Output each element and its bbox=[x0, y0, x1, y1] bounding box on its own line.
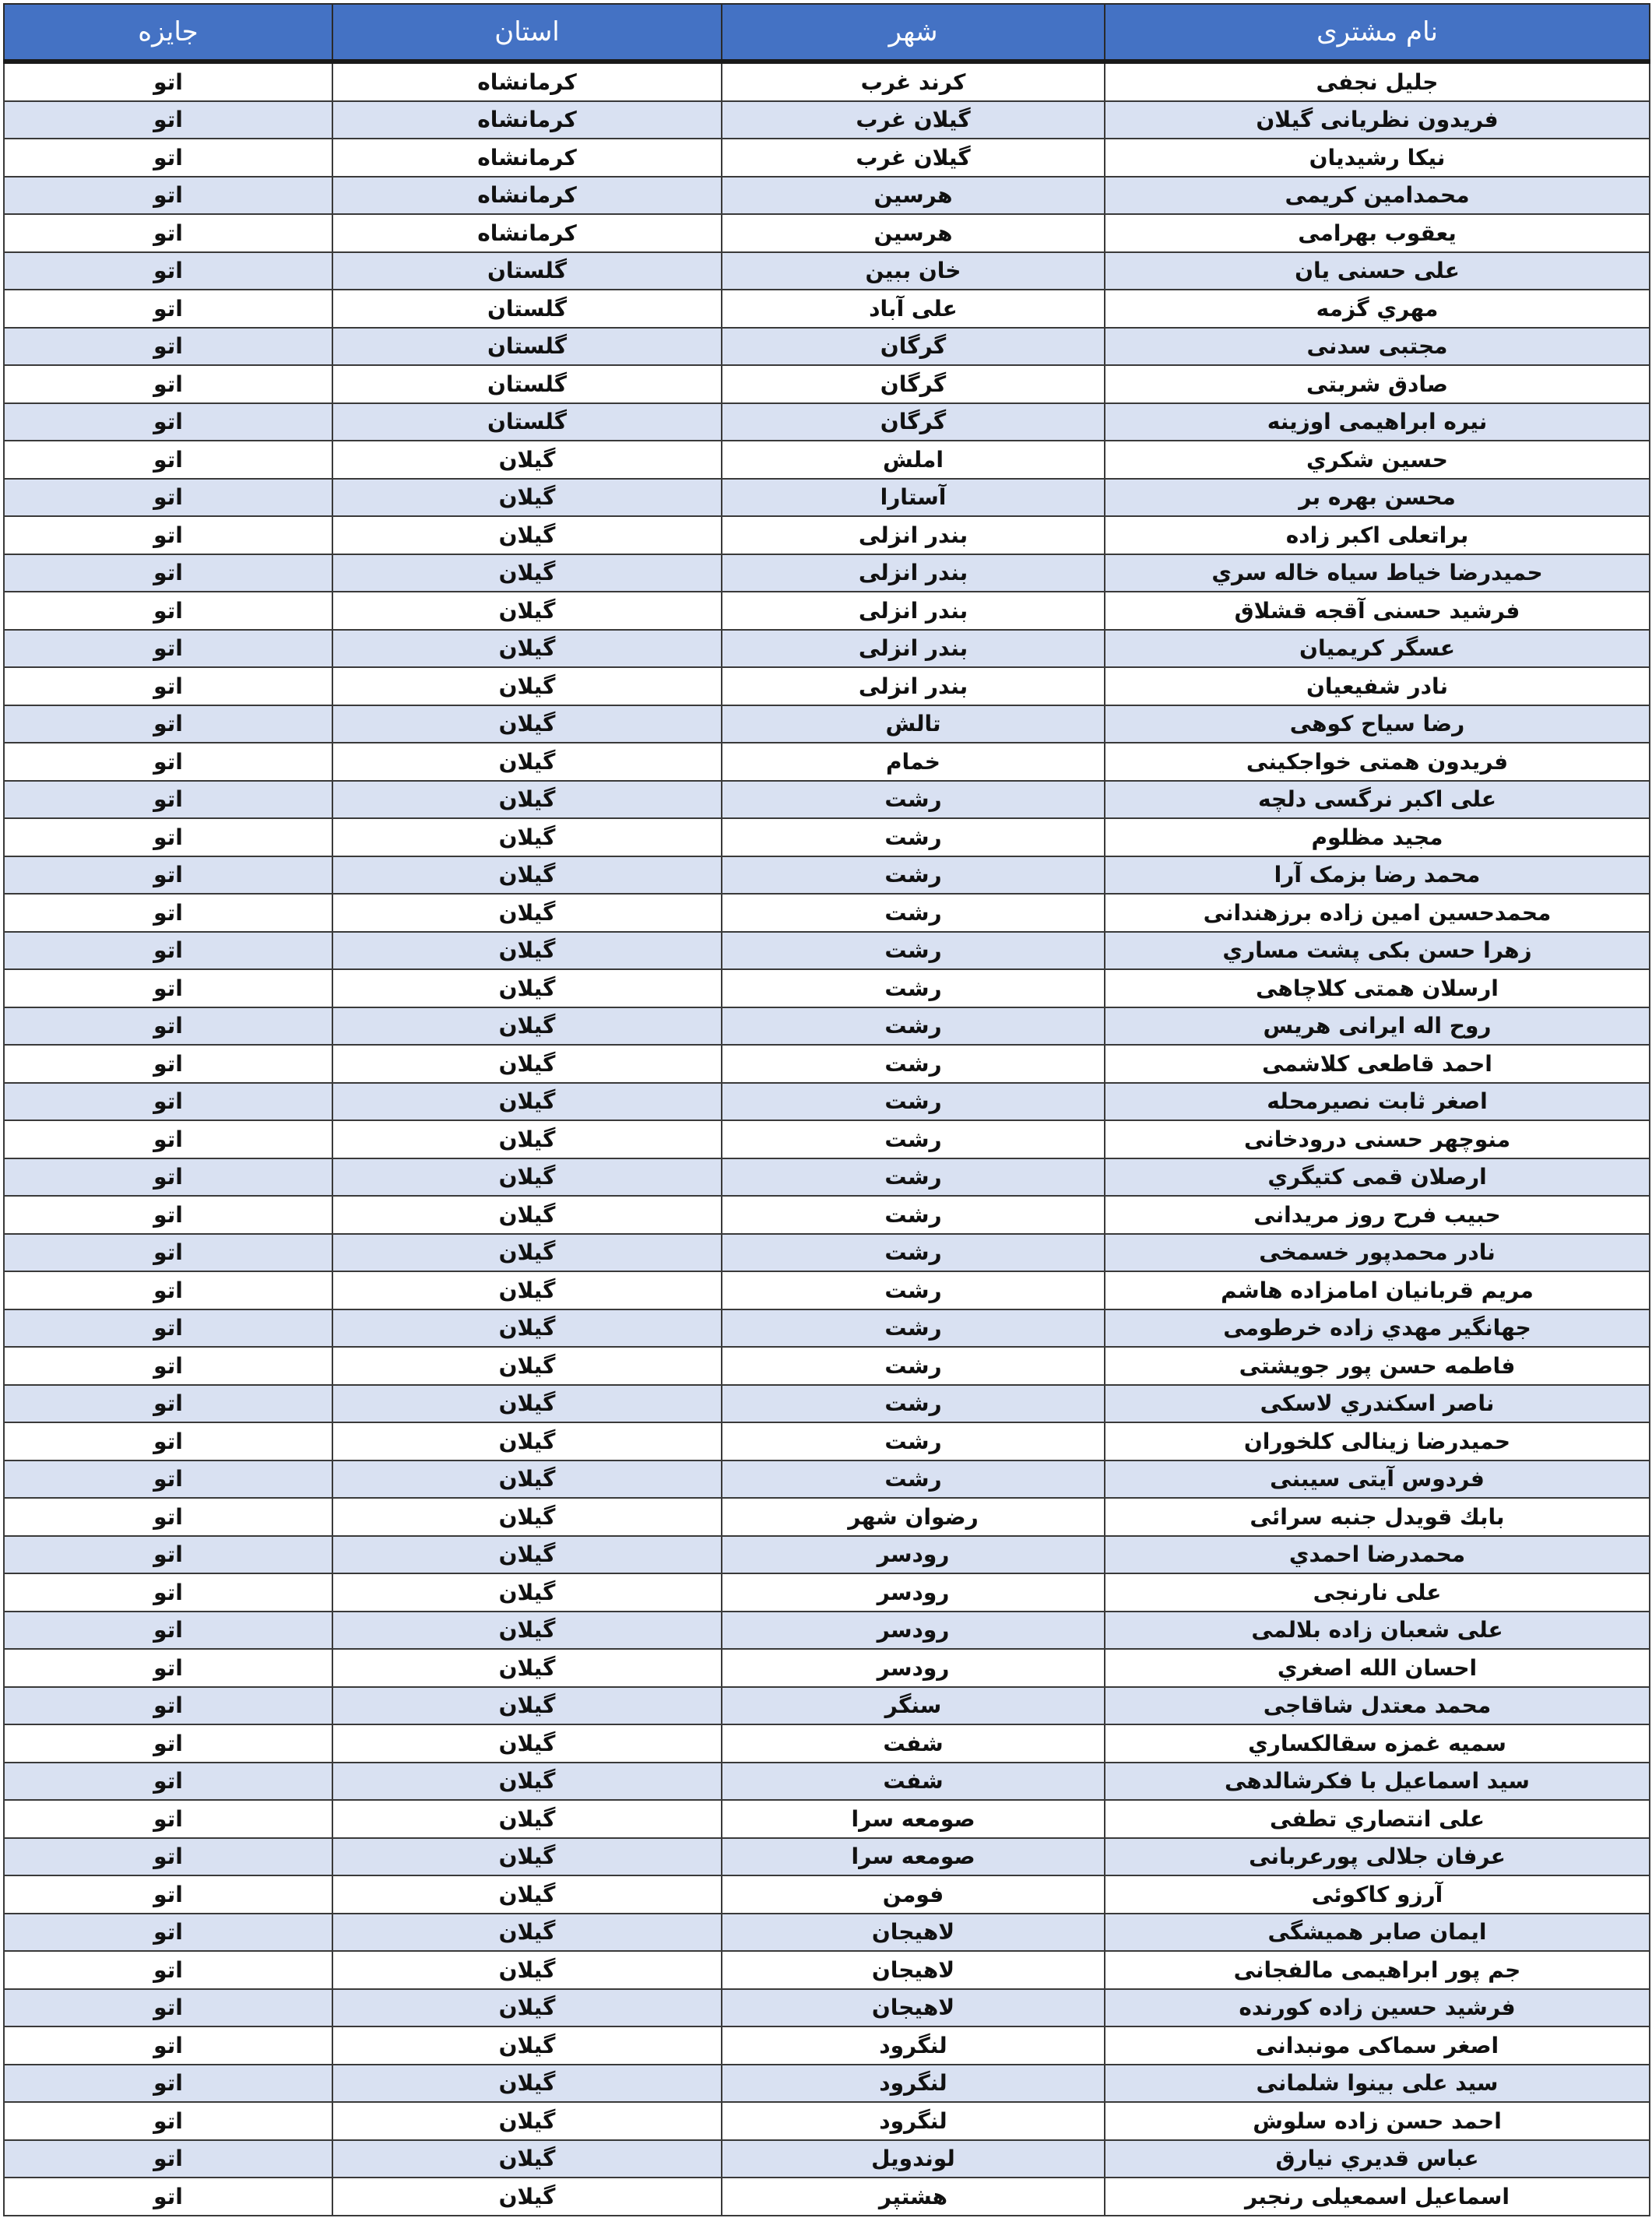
cell-prize[interactable]: اتو bbox=[4, 1800, 332, 1838]
cell-city[interactable]: هرسین bbox=[722, 177, 1105, 215]
table-row bbox=[4, 2178, 1650, 2216]
cell-customer-name[interactable]: نیره ابراهیمی اوزینه bbox=[1105, 403, 1650, 441]
cell-city[interactable]: رشت bbox=[722, 1385, 1105, 1423]
cell-customer-name[interactable]: عرفان جلالی پورعربانی bbox=[1105, 1838, 1650, 1876]
table-row bbox=[4, 479, 1650, 517]
cell-province[interactable]: گیلان bbox=[332, 2140, 722, 2178]
cell-customer-name[interactable]: سید علی بینوا شلمانی bbox=[1105, 2065, 1650, 2103]
table-row bbox=[4, 1309, 1650, 1348]
table-row bbox=[4, 2026, 1650, 2065]
cell-customer-name[interactable]: جم پور ابراهیمی مالفجانی bbox=[1105, 1951, 1650, 1989]
cell-province[interactable]: گلستان bbox=[332, 403, 722, 441]
cell-customer-name[interactable]: زهرا حسن بکی پشت مساري bbox=[1105, 932, 1650, 970]
cell-city[interactable]: علی آباد bbox=[722, 290, 1105, 328]
cell-province[interactable]: گیلان bbox=[332, 1271, 722, 1309]
cell-customer-name[interactable]: ایمان صابر همیشگی bbox=[1105, 1914, 1650, 1952]
cell-prize[interactable]: اتو bbox=[4, 1687, 332, 1725]
table-row bbox=[4, 1120, 1650, 1158]
cell-province[interactable]: گیلان bbox=[332, 1422, 722, 1461]
cell-prize[interactable]: اتو bbox=[4, 139, 332, 177]
table-row bbox=[4, 1045, 1650, 1083]
cell-city[interactable]: رشت bbox=[722, 932, 1105, 970]
cell-city[interactable]: لاهیجان bbox=[722, 1951, 1105, 1989]
header-prize[interactable]: جایزه bbox=[4, 4, 332, 62]
cell-city[interactable]: رودسر bbox=[722, 1536, 1105, 1574]
table-row bbox=[4, 1461, 1650, 1499]
cell-customer-name[interactable]: ارسلان همتی کلاچاهی bbox=[1105, 969, 1650, 1007]
cell-prize[interactable]: اتو bbox=[4, 1007, 332, 1046]
cell-customer-name[interactable]: جلیل نجفی bbox=[1105, 62, 1650, 101]
table-row bbox=[4, 214, 1650, 252]
table-row bbox=[4, 1347, 1650, 1385]
cell-province[interactable]: گیلان bbox=[332, 1234, 722, 1272]
cell-prize[interactable]: اتو bbox=[4, 2140, 332, 2178]
cell-province[interactable]: گیلان bbox=[332, 1461, 722, 1499]
cell-prize[interactable]: اتو bbox=[4, 1120, 332, 1158]
cell-prize[interactable]: اتو bbox=[4, 1838, 332, 1876]
cell-prize[interactable]: اتو bbox=[4, 516, 332, 554]
cell-province[interactable]: گیلان bbox=[332, 1007, 722, 1046]
cell-province[interactable]: گیلان bbox=[332, 932, 722, 970]
table-row bbox=[4, 1422, 1650, 1461]
cell-province[interactable]: گیلان bbox=[332, 2026, 722, 2065]
cell-prize[interactable]: اتو bbox=[4, 290, 332, 328]
cell-province[interactable]: گیلان bbox=[332, 1875, 722, 1914]
table-row bbox=[4, 1800, 1650, 1838]
cell-province[interactable]: گیلان bbox=[332, 1763, 722, 1801]
cell-province[interactable]: گلستان bbox=[332, 365, 722, 403]
table-row bbox=[4, 818, 1650, 856]
cell-prize[interactable]: اتو bbox=[4, 62, 332, 101]
cell-customer-name[interactable]: جهانگیر مهدي زاده خرطومی bbox=[1105, 1309, 1650, 1348]
cell-province[interactable]: گیلان bbox=[332, 1989, 722, 2027]
cell-province[interactable]: گیلان bbox=[332, 1347, 722, 1385]
cell-province[interactable]: گیلان bbox=[332, 1498, 722, 1536]
cell-prize[interactable]: اتو bbox=[4, 894, 332, 932]
cell-province[interactable]: کرمانشاه bbox=[332, 214, 722, 252]
cell-city[interactable]: گرگان bbox=[722, 365, 1105, 403]
cell-customer-name[interactable]: احمد حسن زاده سلوش bbox=[1105, 2102, 1650, 2140]
cell-city[interactable]: رودسر bbox=[722, 1649, 1105, 1687]
cell-customer-name[interactable]: فاطمه حسن پور جویشتی bbox=[1105, 1347, 1650, 1385]
header-province[interactable]: استان bbox=[332, 4, 722, 62]
table-row bbox=[4, 1838, 1650, 1876]
cell-city[interactable]: رشت bbox=[722, 1461, 1105, 1499]
cell-city[interactable]: بندر انزلی bbox=[722, 516, 1105, 554]
table-row bbox=[4, 1536, 1650, 1574]
table-row bbox=[4, 1573, 1650, 1612]
cell-city[interactable]: رشت bbox=[722, 818, 1105, 856]
cell-prize[interactable]: اتو bbox=[4, 441, 332, 479]
cell-prize[interactable]: اتو bbox=[4, 2102, 332, 2140]
cell-city[interactable]: خمام bbox=[722, 743, 1105, 781]
cell-customer-name[interactable]: ارصلان قمی کتیگري bbox=[1105, 1158, 1650, 1197]
cell-customer-name[interactable]: علی نارنجی bbox=[1105, 1573, 1650, 1612]
table-row bbox=[4, 2140, 1650, 2178]
cell-city[interactable]: رشت bbox=[722, 1309, 1105, 1348]
cell-province[interactable]: گلستان bbox=[332, 328, 722, 366]
table-row bbox=[4, 441, 1650, 479]
cell-prize[interactable]: اتو bbox=[4, 1083, 332, 1121]
cell-prize[interactable]: اتو bbox=[4, 479, 332, 517]
cell-prize[interactable]: اتو bbox=[4, 101, 332, 139]
cell-province[interactable]: گیلان bbox=[332, 969, 722, 1007]
cell-customer-name[interactable]: فردوس آیتی سیبنی bbox=[1105, 1461, 1650, 1499]
cell-prize[interactable]: اتو bbox=[4, 1498, 332, 1536]
cell-prize[interactable]: اتو bbox=[4, 365, 332, 403]
cell-customer-name[interactable]: احمد قاطعی کلاشمی bbox=[1105, 1045, 1650, 1083]
cell-customer-name[interactable]: مجتبی سدنی bbox=[1105, 328, 1650, 366]
cell-prize[interactable]: اتو bbox=[4, 1914, 332, 1952]
cell-province[interactable]: گیلان bbox=[332, 705, 722, 743]
cell-customer-name[interactable]: احسان الله اصغري bbox=[1105, 1649, 1650, 1687]
cell-prize[interactable]: اتو bbox=[4, 667, 332, 705]
cell-customer-name[interactable]: حمیدرضا زینالی کلخوران bbox=[1105, 1422, 1650, 1461]
table-row bbox=[4, 290, 1650, 328]
cell-prize[interactable]: اتو bbox=[4, 252, 332, 290]
cell-customer-name[interactable]: علی انتصاري تطفی bbox=[1105, 1800, 1650, 1838]
cell-prize[interactable]: اتو bbox=[4, 1989, 332, 2027]
cell-province[interactable]: گیلان bbox=[332, 667, 722, 705]
cell-province[interactable]: گیلان bbox=[332, 1838, 722, 1876]
cell-customer-name[interactable]: مریم قربانیان امامزاده هاشم bbox=[1105, 1271, 1650, 1309]
cell-prize[interactable]: اتو bbox=[4, 932, 332, 970]
table-row bbox=[4, 365, 1650, 403]
cell-customer-name[interactable]: نادر محمدپور خسمخی bbox=[1105, 1234, 1650, 1272]
cell-province[interactable]: گیلان bbox=[332, 1573, 722, 1612]
cell-prize[interactable]: اتو bbox=[4, 1461, 332, 1499]
cell-customer-name[interactable]: اصغر سماکی مونبدانی bbox=[1105, 2026, 1650, 2065]
table-row bbox=[4, 101, 1650, 139]
cell-city[interactable]: خان ببین bbox=[722, 252, 1105, 290]
cell-customer-name[interactable]: یعقوب بهرامی bbox=[1105, 214, 1650, 252]
cell-city[interactable]: آستارا bbox=[722, 479, 1105, 517]
table-row bbox=[4, 516, 1650, 554]
cell-province[interactable]: گیلان bbox=[332, 1649, 722, 1687]
cell-city[interactable]: رودسر bbox=[722, 1573, 1105, 1612]
table-row bbox=[4, 781, 1650, 819]
cell-city[interactable]: گرگان bbox=[722, 328, 1105, 366]
cell-prize[interactable]: اتو bbox=[4, 2178, 332, 2216]
cell-prize[interactable]: اتو bbox=[4, 969, 332, 1007]
cell-prize[interactable]: اتو bbox=[4, 1158, 332, 1197]
table-row bbox=[4, 1989, 1650, 2027]
cell-customer-name[interactable]: رضا سیاح کوهی bbox=[1105, 705, 1650, 743]
cell-city[interactable]: صومعه سرا bbox=[722, 1838, 1105, 1876]
cell-prize[interactable]: اتو bbox=[4, 1951, 332, 1989]
header-row bbox=[4, 4, 1650, 62]
table-row bbox=[4, 1724, 1650, 1763]
cell-customer-name[interactable]: منوچهر حسنی درودخانی bbox=[1105, 1120, 1650, 1158]
cell-province[interactable]: گیلان bbox=[332, 1800, 722, 1838]
table-row bbox=[4, 932, 1650, 970]
cell-province[interactable]: گیلان bbox=[332, 1612, 722, 1650]
table-row bbox=[4, 139, 1650, 177]
cell-customer-name[interactable]: حسین شکري bbox=[1105, 441, 1650, 479]
cell-prize[interactable]: اتو bbox=[4, 1536, 332, 1574]
cell-city[interactable]: رشت bbox=[722, 969, 1105, 1007]
winners-table bbox=[3, 3, 1650, 2216]
cell-prize[interactable]: اتو bbox=[4, 1763, 332, 1801]
cell-prize[interactable]: اتو bbox=[4, 592, 332, 630]
cell-city[interactable]: گرگان bbox=[722, 403, 1105, 441]
cell-city[interactable]: رضوان شهر bbox=[722, 1498, 1105, 1536]
table-row bbox=[4, 62, 1650, 101]
cell-customer-name[interactable]: فریدون نظریانی گیلان bbox=[1105, 101, 1650, 139]
cell-customer-name[interactable]: اسماعیل اسمعیلی رنجبر bbox=[1105, 2178, 1650, 2216]
cell-city[interactable]: لنگرود bbox=[722, 2065, 1105, 2103]
cell-prize[interactable]: اتو bbox=[4, 1196, 332, 1234]
cell-city[interactable]: بندر انزلی bbox=[722, 554, 1105, 592]
cell-province[interactable]: گیلان bbox=[332, 592, 722, 630]
cell-customer-name[interactable]: محمد رضا بزمک آرا bbox=[1105, 856, 1650, 895]
cell-customer-name[interactable]: محسن بهره بر bbox=[1105, 479, 1650, 517]
cell-city[interactable]: صومعه سرا bbox=[722, 1800, 1105, 1838]
table-row bbox=[4, 1158, 1650, 1197]
cell-customer-name[interactable]: علی حسنی یان bbox=[1105, 252, 1650, 290]
cell-customer-name[interactable]: اصغر ثابت نصیرمحله bbox=[1105, 1083, 1650, 1121]
cell-city[interactable]: رشت bbox=[722, 1347, 1105, 1385]
cell-province[interactable]: گیلان bbox=[332, 1536, 722, 1574]
cell-city[interactable]: رشت bbox=[722, 1422, 1105, 1461]
cell-city[interactable]: املش bbox=[722, 441, 1105, 479]
cell-customer-name[interactable]: فریدون همتی خواجکینی bbox=[1105, 743, 1650, 781]
cell-province[interactable]: گیلان bbox=[332, 1951, 722, 1989]
cell-province[interactable]: گیلان bbox=[332, 1724, 722, 1763]
table-row bbox=[4, 1687, 1650, 1725]
cell-province[interactable]: گیلان bbox=[332, 479, 722, 517]
header-city[interactable]: شهر bbox=[722, 4, 1105, 62]
table-row bbox=[4, 1951, 1650, 1989]
cell-province[interactable]: گیلان bbox=[332, 1158, 722, 1197]
cell-customer-name[interactable]: محمدامین کریمی bbox=[1105, 177, 1650, 215]
cell-city[interactable]: گیلان غرب bbox=[722, 139, 1105, 177]
table-row bbox=[4, 592, 1650, 630]
cell-province[interactable]: گیلان bbox=[332, 1120, 722, 1158]
cell-province[interactable]: گیلان bbox=[332, 1385, 722, 1423]
cell-province[interactable]: گلستان bbox=[332, 290, 722, 328]
cell-province[interactable]: گیلان bbox=[332, 1309, 722, 1348]
cell-customer-name[interactable]: مهري گزمه bbox=[1105, 290, 1650, 328]
cell-customer-name[interactable]: آرزو کاکوئی bbox=[1105, 1875, 1650, 1914]
table-row bbox=[4, 252, 1650, 290]
table-row bbox=[4, 1914, 1650, 1952]
cell-province[interactable]: کرمانشاه bbox=[332, 177, 722, 215]
table-row bbox=[4, 743, 1650, 781]
cell-customer-name[interactable]: سید اسماعیل با فکرشالدهی bbox=[1105, 1763, 1650, 1801]
cell-city[interactable]: گیلان غرب bbox=[722, 101, 1105, 139]
cell-customer-name[interactable]: روح اله ایرانی هریس bbox=[1105, 1007, 1650, 1046]
cell-city[interactable]: رشت bbox=[722, 781, 1105, 819]
cell-customer-name[interactable]: عسگر کریمیان bbox=[1105, 630, 1650, 668]
cell-customer-name[interactable]: ناصر اسکندري لاسکی bbox=[1105, 1385, 1650, 1423]
cell-prize[interactable]: اتو bbox=[4, 818, 332, 856]
cell-prize[interactable]: اتو bbox=[4, 554, 332, 592]
header-customer-name[interactable]: نام مشتری bbox=[1105, 4, 1650, 62]
cell-city[interactable]: بندر انزلی bbox=[722, 667, 1105, 705]
cell-prize[interactable]: اتو bbox=[4, 2026, 332, 2065]
cell-province[interactable]: گیلان bbox=[332, 2065, 722, 2103]
cell-prize[interactable]: اتو bbox=[4, 705, 332, 743]
table-row bbox=[4, 1498, 1650, 1536]
cell-city[interactable]: لنگرود bbox=[722, 2102, 1105, 2140]
cell-province[interactable]: گیلان bbox=[332, 516, 722, 554]
cell-city[interactable]: کرند غرب bbox=[722, 62, 1105, 101]
cell-prize[interactable]: اتو bbox=[4, 1612, 332, 1650]
cell-prize[interactable]: اتو bbox=[4, 1234, 332, 1272]
table-row bbox=[4, 1007, 1650, 1046]
cell-prize[interactable]: اتو bbox=[4, 856, 332, 895]
cell-city[interactable]: رودسر bbox=[722, 1612, 1105, 1650]
cell-province[interactable]: گیلان bbox=[332, 1687, 722, 1725]
cell-city[interactable]: لاهیجان bbox=[722, 1989, 1105, 2027]
cell-prize[interactable]: اتو bbox=[4, 743, 332, 781]
cell-customer-name[interactable]: علی اکبر نرگسی دلچه bbox=[1105, 781, 1650, 819]
cell-city[interactable]: رشت bbox=[722, 1271, 1105, 1309]
cell-prize[interactable]: اتو bbox=[4, 630, 332, 668]
cell-province[interactable]: کرمانشاه bbox=[332, 139, 722, 177]
cell-city[interactable]: هشتپر bbox=[722, 2178, 1105, 2216]
cell-province[interactable]: گیلان bbox=[332, 1045, 722, 1083]
table-row bbox=[4, 894, 1650, 932]
table-row bbox=[4, 1875, 1650, 1914]
cell-city[interactable]: سنگر bbox=[722, 1687, 1105, 1725]
cell-customer-name[interactable]: فرشید حسین زاده کورنده bbox=[1105, 1989, 1650, 2027]
cell-prize[interactable]: اتو bbox=[4, 328, 332, 366]
cell-city[interactable]: شفت bbox=[722, 1724, 1105, 1763]
cell-customer-name[interactable]: عباس قديري نيارق bbox=[1105, 2140, 1650, 2178]
cell-province[interactable]: گیلان bbox=[332, 2102, 722, 2140]
cell-province[interactable]: گیلان bbox=[332, 818, 722, 856]
cell-prize[interactable]: اتو bbox=[4, 214, 332, 252]
cell-customer-name[interactable]: براتعلی اکبر زاده bbox=[1105, 516, 1650, 554]
cell-province[interactable]: گیلان bbox=[332, 781, 722, 819]
cell-city[interactable]: بندر انزلی bbox=[722, 592, 1105, 630]
cell-prize[interactable]: اتو bbox=[4, 1649, 332, 1687]
cell-customer-name[interactable]: محمدحسین امین زاده برزهندانی bbox=[1105, 894, 1650, 932]
cell-prize[interactable]: اتو bbox=[4, 1309, 332, 1348]
cell-customer-name[interactable]: محمدرضا احمدي bbox=[1105, 1536, 1650, 1574]
cell-province[interactable]: گیلان bbox=[332, 1083, 722, 1121]
cell-customer-name[interactable]: سمیه غمزه سقالکساري bbox=[1105, 1724, 1650, 1763]
cell-province[interactable]: گلستان bbox=[332, 252, 722, 290]
table-row bbox=[4, 1234, 1650, 1272]
table-row bbox=[4, 856, 1650, 895]
table-row bbox=[4, 2102, 1650, 2140]
table-row bbox=[4, 630, 1650, 668]
cell-province[interactable]: گیلان bbox=[332, 1914, 722, 1952]
cell-prize[interactable]: اتو bbox=[4, 1724, 332, 1763]
cell-prize[interactable]: اتو bbox=[4, 781, 332, 819]
table-row bbox=[4, 1083, 1650, 1121]
table-row bbox=[4, 667, 1650, 705]
cell-city[interactable]: رشت bbox=[722, 894, 1105, 932]
cell-city[interactable]: لوندویل bbox=[722, 2140, 1105, 2178]
cell-customer-name[interactable]: حبیب فرح روز مریدانی bbox=[1105, 1196, 1650, 1234]
table-row bbox=[4, 554, 1650, 592]
cell-customer-name[interactable]: نادر شفیعیان bbox=[1105, 667, 1650, 705]
cell-customer-name[interactable]: حمیدرضا خیاط سیاه خاله سري bbox=[1105, 554, 1650, 592]
cell-customer-name[interactable]: نیکا رشیدیان bbox=[1105, 139, 1650, 177]
table-row bbox=[4, 1271, 1650, 1309]
cell-city[interactable]: رشت bbox=[722, 1158, 1105, 1197]
cell-customer-name[interactable]: صادق شربتی bbox=[1105, 365, 1650, 403]
cell-province[interactable]: گیلان bbox=[332, 743, 722, 781]
cell-city[interactable]: لنگرود bbox=[722, 2026, 1105, 2065]
cell-province[interactable]: گیلان bbox=[332, 894, 722, 932]
table-row bbox=[4, 403, 1650, 441]
cell-province[interactable]: گیلان bbox=[332, 630, 722, 668]
cell-province[interactable]: گیلان bbox=[332, 554, 722, 592]
cell-city[interactable]: فومن bbox=[722, 1875, 1105, 1914]
table-row bbox=[4, 1649, 1650, 1687]
cell-city[interactable]: رشت bbox=[722, 856, 1105, 895]
cell-province[interactable]: گیلان bbox=[332, 441, 722, 479]
cell-prize[interactable]: اتو bbox=[4, 1045, 332, 1083]
table-row bbox=[4, 1763, 1650, 1801]
table-row bbox=[4, 1612, 1650, 1650]
cell-customer-name[interactable]: بابك قویدل جنبه سرائی bbox=[1105, 1498, 1650, 1536]
cell-city[interactable]: رشت bbox=[722, 1083, 1105, 1121]
cell-city[interactable]: رشت bbox=[722, 1234, 1105, 1272]
cell-customer-name[interactable]: مجید مظلوم bbox=[1105, 818, 1650, 856]
cell-prize[interactable]: اتو bbox=[4, 403, 332, 441]
cell-province[interactable]: کرمانشاه bbox=[332, 101, 722, 139]
table-row bbox=[4, 1196, 1650, 1234]
cell-province[interactable]: کرمانشاه bbox=[332, 62, 722, 101]
cell-province[interactable]: گیلان bbox=[332, 856, 722, 895]
cell-city[interactable]: رشت bbox=[722, 1120, 1105, 1158]
cell-prize[interactable]: اتو bbox=[4, 1422, 332, 1461]
table-row bbox=[4, 177, 1650, 215]
cell-prize[interactable]: اتو bbox=[4, 1271, 332, 1309]
cell-city[interactable]: بندر انزلی bbox=[722, 630, 1105, 668]
table-row bbox=[4, 328, 1650, 366]
table-row bbox=[4, 969, 1650, 1007]
cell-province[interactable]: گیلان bbox=[332, 2178, 722, 2216]
cell-city[interactable]: شفت bbox=[722, 1763, 1105, 1801]
cell-city[interactable]: هرسین bbox=[722, 214, 1105, 252]
table-row bbox=[4, 1385, 1650, 1423]
table-row bbox=[4, 2065, 1650, 2103]
cell-city[interactable]: رشت bbox=[722, 1196, 1105, 1234]
cell-customer-name[interactable]: فرشید حسنی آقجه قشلاق bbox=[1105, 592, 1650, 630]
cell-prize[interactable]: اتو bbox=[4, 1573, 332, 1612]
spreadsheet bbox=[3, 3, 1649, 2216]
cell-province[interactable]: گیلان bbox=[332, 1196, 722, 1234]
cell-prize[interactable]: اتو bbox=[4, 1385, 332, 1423]
cell-prize[interactable]: اتو bbox=[4, 177, 332, 215]
cell-customer-name[interactable]: علی شعبان زاده بلالمی bbox=[1105, 1612, 1650, 1650]
cell-city[interactable]: رشت bbox=[722, 1007, 1105, 1046]
cell-prize[interactable]: اتو bbox=[4, 1347, 332, 1385]
cell-prize[interactable]: اتو bbox=[4, 1875, 332, 1914]
cell-city[interactable]: لاهیجان bbox=[722, 1914, 1105, 1952]
cell-customer-name[interactable]: محمد معتدل شاقاجی bbox=[1105, 1687, 1650, 1725]
cell-prize[interactable]: اتو bbox=[4, 2065, 332, 2103]
table-body bbox=[4, 62, 1650, 2216]
table-row bbox=[4, 705, 1650, 743]
cell-city[interactable]: تالش bbox=[722, 705, 1105, 743]
cell-city[interactable]: رشت bbox=[722, 1045, 1105, 1083]
